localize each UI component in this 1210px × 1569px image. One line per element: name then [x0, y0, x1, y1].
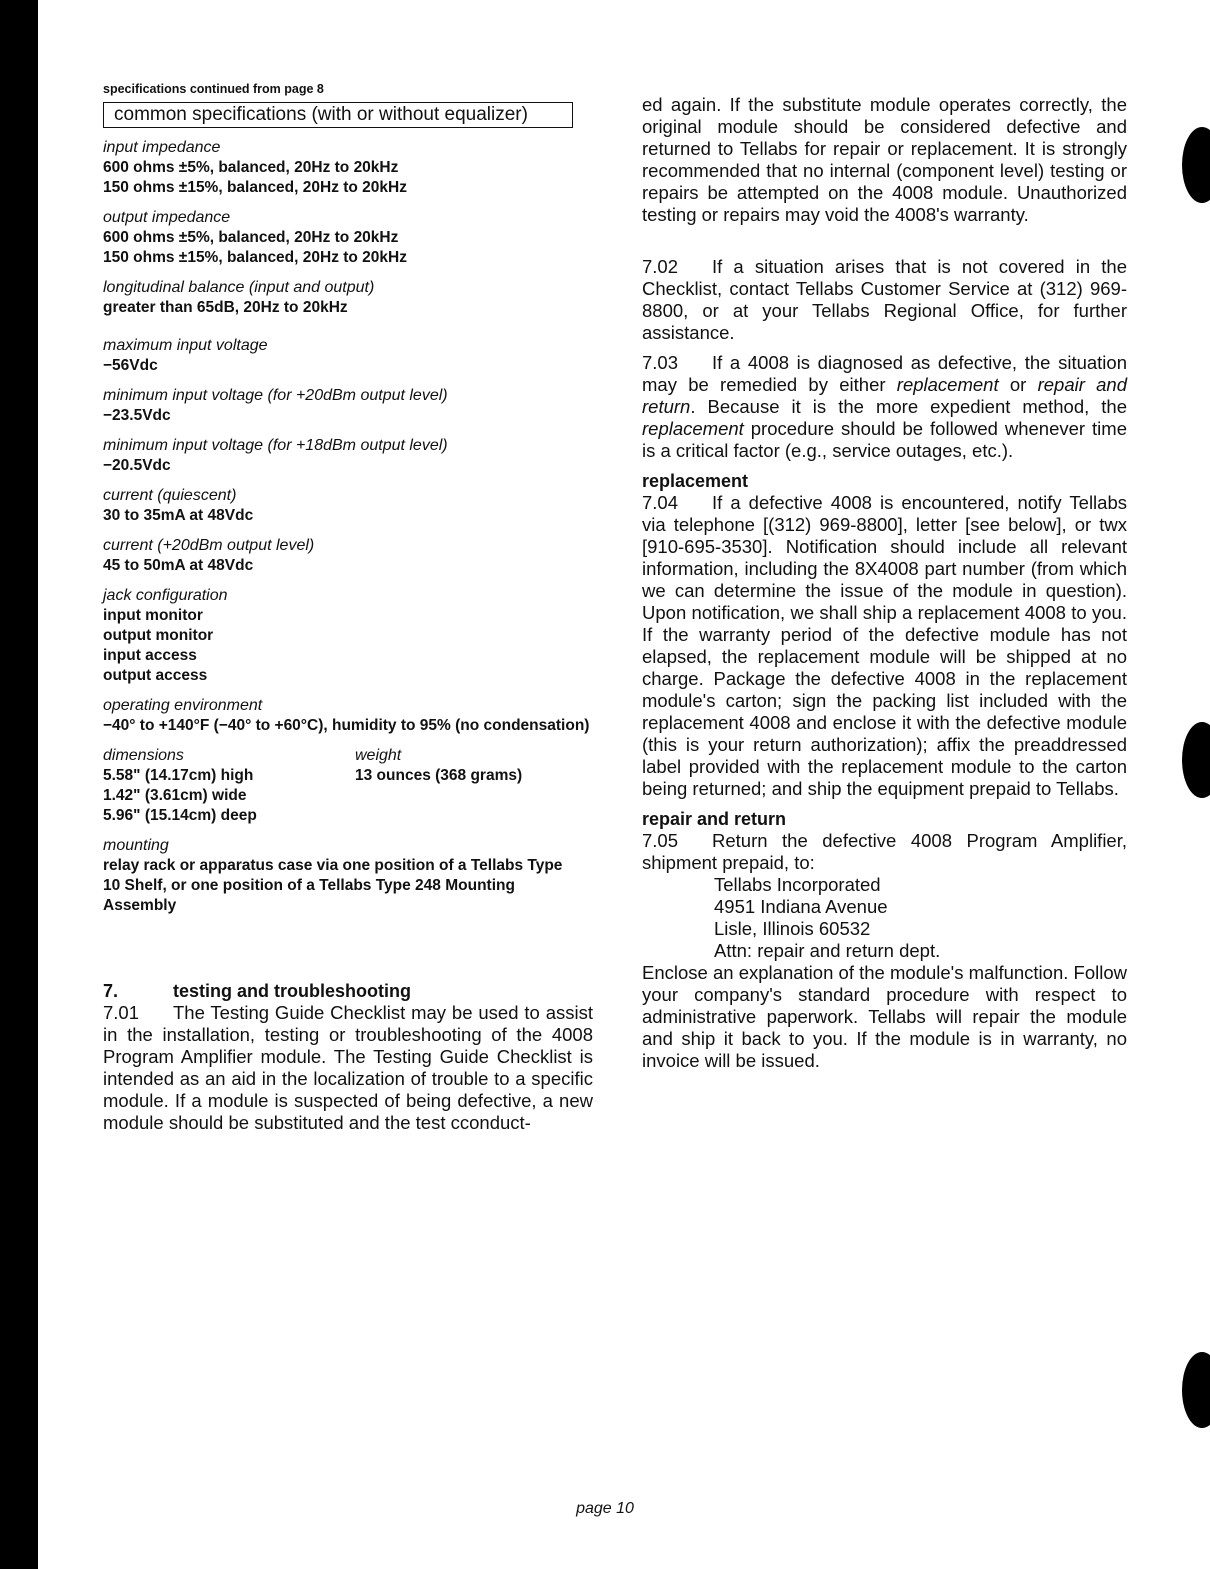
paragraph-text: . Because it is the more expedient method, the	[690, 396, 1127, 417]
spec-value: 45 to 50mA at 48Vdc	[103, 557, 254, 574]
address-line: Lisle, Illinois 60532	[714, 918, 871, 939]
page-number: page 10	[576, 1500, 634, 1517]
section-title: testing and troubleshooting	[173, 981, 411, 1001]
spec-operating-environment	[103, 696, 593, 736]
address-line: Tellabs Incorporated	[714, 874, 881, 895]
spec-weight	[355, 746, 522, 826]
paragraph-7-05	[642, 830, 1127, 874]
spec-max-input-voltage	[103, 336, 593, 376]
paragraph-7-02	[642, 256, 1127, 344]
spec-value: 150 ohms ±15%, balanced, 20Hz to 20kHz	[103, 249, 407, 266]
paragraph-7-01	[103, 1002, 593, 1178]
emphasis-text: replacement	[642, 418, 744, 439]
paragraph-number: 7.04	[642, 492, 679, 513]
paragraph-number: 7.03	[642, 352, 679, 373]
replacement-heading: replacement	[642, 471, 749, 491]
spec-label: output impedance	[103, 209, 231, 226]
paragraph-7-04	[642, 492, 1127, 800]
spec-label: minimum input voltage (for +20dBm output level)	[103, 387, 448, 404]
spec-label: minimum input voltage (for +18dBm output level)	[103, 437, 448, 454]
spec-current-quiescent	[103, 486, 593, 526]
spec-value: 150 ohms ±15%, balanced, 20Hz to 20kHz	[103, 179, 407, 196]
scan-edge-bar	[0, 0, 38, 1569]
binder-hole	[1182, 722, 1210, 798]
spec-min-input-voltage-20	[103, 386, 593, 426]
spec-value: −20.5Vdc	[103, 457, 171, 474]
paragraph-7-03	[642, 352, 1127, 462]
spec-mounting	[103, 836, 593, 916]
spec-label: current (+20dBm output level)	[103, 537, 315, 554]
continuation-text: ed again. If the substitute module operates correctly, the original module should be considered defective and returned to Tellabs for repair or replacement. It is strongly recommended that no internal (component level) testing or repairs be attempted on the 4008 module. Unauthorized testing or repairs may void the 4008's warranty.	[642, 94, 1127, 225]
spec-value: 1.42" (3.61cm) wide	[103, 787, 247, 804]
spec-value: 5.96" (15.14cm) deep	[103, 807, 257, 824]
spec-value: 600 ohms ±5%, balanced, 20Hz to 20kHz	[103, 159, 399, 176]
paragraph-text: The Testing Guide Checklist may be used to assist in the installation, testing or troubleshooting of the 4008 Program Amplifier module. The Testing Guide Checklist is intended as an aid in the localization of trouble to a specific module. If a module is suspected of being defective, a new module should be substituted and the test cconduct-	[103, 1002, 593, 1133]
right-column	[642, 94, 1127, 1080]
spec-value: 30 to 35mA at 48Vdc	[103, 507, 254, 524]
left-column	[103, 82, 593, 1186]
continued-note: specifications continued from page 8	[103, 82, 324, 96]
spec-label: longitudinal balance (input and output)	[103, 279, 375, 296]
spec-label: jack configuration	[103, 587, 228, 604]
address-line: 4951 Indiana Avenue	[714, 896, 888, 917]
repair-return-heading: repair and return	[642, 809, 787, 829]
paragraph-text: If a situation arises that is not covered in the Checklist, contact Tellabs Customer Service at (312) 969-8800, or at your Tellabs Regional Office, for further assistance.	[642, 256, 1127, 343]
paragraph-number: 7.05	[642, 830, 679, 851]
emphasis-text: repair and return	[642, 374, 1128, 417]
spec-label: maximum input voltage	[103, 337, 268, 354]
address-line: Attn: repair and return dept.	[714, 940, 941, 961]
spec-label: mounting	[103, 837, 169, 854]
paragraph-text: If a defective 4008 is encountered, notify Tellabs via telephone [(312) 969-8800], letter [see below], or twx [910-695-3530]. Notification should include all relevant information, including the 8X4008 part number (from which we can determine the issue of the module in question). Upon notification, we shall ship a replacement 4008 to you. If the warranty period of the defective module has not elapsed, the replacement module will be shipped at no charge. Package the defective 4008 in the replacement module's carton; sign the packing list included with the replacement 4008 and enclose it with the defective module (this is your return authorization); affix the preaddressed label provided with the replacement module to the carton being returned; and ship the equipment prepaid to Tellabs.	[642, 492, 1127, 799]
spec-jack-configuration	[103, 586, 593, 686]
section-number: 7.	[103, 981, 119, 1001]
spec-value: 600 ohms ±5%, balanced, 20Hz to 20kHz	[103, 229, 399, 246]
paragraph-text: procedure should be followed whenever time is a critical factor (e.g., service outages, etc.).	[642, 418, 1127, 461]
spec-min-input-voltage-18	[103, 436, 593, 476]
spec-box-title: common specifications (with or without equalizer)	[103, 102, 573, 128]
paragraph-text: Return the defective 4008 Program Amplifier, shipment prepaid, to:	[642, 830, 1127, 873]
spec-current-20dbm	[103, 536, 593, 576]
spec-value: relay rack or apparatus case via one position of a Tellabs Type 10 Shelf, or one position of a Tellabs Type 248 Mounting Assembly	[103, 857, 563, 914]
paragraph-7-01-continued	[642, 94, 1127, 248]
spec-value: input monitor	[103, 607, 203, 624]
spec-value: −23.5Vdc	[103, 407, 171, 424]
spec-value: output monitor	[103, 627, 214, 644]
spec-longitudinal-balance	[103, 278, 593, 318]
spec-value: 13 ounces (368 grams)	[355, 767, 523, 784]
spec-value: input access	[103, 647, 197, 664]
spec-dimensions-weight	[103, 746, 593, 826]
spec-value: −40° to +140°F (−40° to +60°C), humidity to 95% (no condensation)	[103, 717, 590, 734]
paragraph-number: 7.02	[642, 256, 679, 277]
binder-hole	[1182, 1352, 1210, 1428]
section-heading	[103, 980, 593, 1002]
paragraph-text: If a 4008 is diagnosed as defective, the situation may be remedied by either	[642, 352, 1127, 395]
spec-label: dimensions	[103, 747, 184, 764]
spec-label: operating environment	[103, 697, 263, 714]
spec-input-impedance	[103, 138, 593, 198]
paragraph-text: or	[998, 374, 1038, 395]
spec-label: weight	[355, 747, 402, 764]
spec-output-impedance	[103, 208, 593, 268]
spec-value: output access	[103, 667, 208, 684]
spec-label: current (quiescent)	[103, 487, 237, 504]
binder-hole	[1182, 127, 1210, 203]
paragraph-number: 7.01	[103, 1002, 140, 1023]
emphasis-text: replacement	[896, 374, 999, 395]
spec-value: 5.58" (14.17cm) high	[103, 767, 254, 784]
return-address	[642, 874, 1127, 962]
spec-label: input impedance	[103, 139, 221, 156]
paragraph-7-05-closing: Enclose an explanation of the module's malfunction. Follow your company's standard procedure with respect to administrative paperwork. Tellabs will repair the module and ship it back to you. If the module is in warranty, no invoice will be issued.	[642, 962, 1127, 1071]
spec-dimensions	[103, 746, 355, 826]
spec-value: greater than 65dB, 20Hz to 20kHz	[103, 299, 348, 316]
spec-value: −56Vdc	[103, 357, 158, 374]
